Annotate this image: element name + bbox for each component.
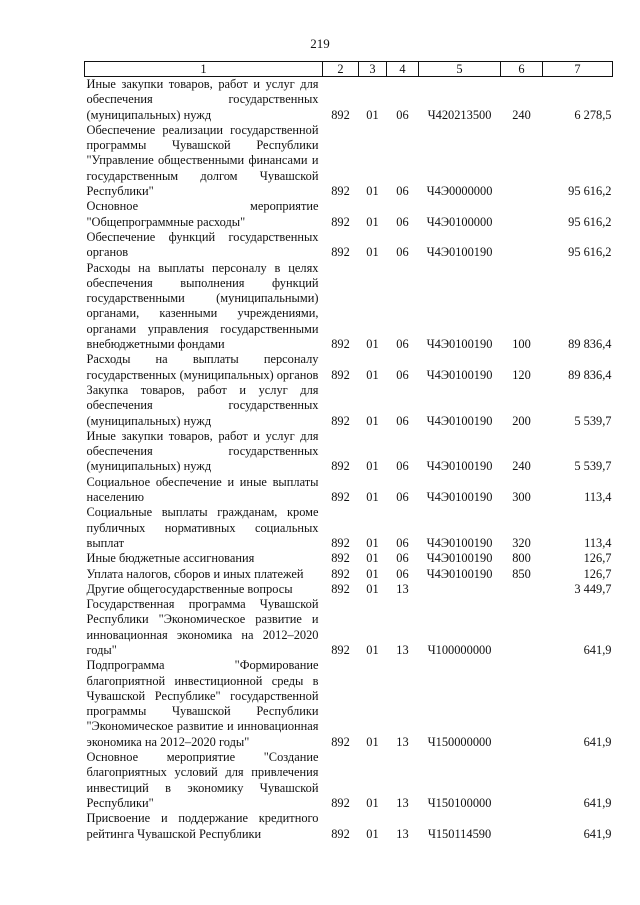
row-ministry-code: 892 [331, 734, 350, 749]
row-subsection-code: 06 [396, 367, 409, 382]
header-col-4: 4 [387, 62, 419, 77]
row-section-code: 01 [366, 734, 379, 749]
row-target-article: Ч4Э0100000 [426, 214, 493, 229]
row-subsection-code: 06 [396, 551, 409, 566]
row-target-article: Ч100000000 [427, 642, 492, 657]
row-section-code: 01 [366, 245, 379, 260]
row-ministry-code: 892 [331, 413, 350, 428]
row-expense-type: 300 [512, 490, 531, 505]
row-section-code: 01 [366, 826, 379, 841]
row-ministry-code: 892 [331, 184, 350, 199]
table-row [85, 352, 613, 383]
table-header [85, 62, 613, 77]
row-section-code: 01 [366, 413, 379, 428]
row-description: Иные бюджетные ассигнования [86, 551, 255, 566]
row-subsection-code: 13 [396, 795, 409, 810]
table-row [85, 582, 613, 597]
header-col-2: 2 [323, 62, 359, 77]
row-description: Другие общегосударственные вопросы [86, 581, 293, 596]
row-section-code: 01 [366, 367, 379, 382]
row-description: Государственная программа Чувашской Республики "Экономическое развитие и инновационная экономика на 2012–2020 годы" [86, 597, 319, 657]
row-amount: 126,7 [583, 551, 612, 566]
row-target-article: Ч4Э0100190 [426, 245, 493, 260]
row-target-article: Ч4Э0100190 [426, 459, 493, 474]
row-target-article: Ч4Э0100190 [426, 337, 493, 352]
row-section-code: 01 [366, 107, 379, 122]
row-subsection-code: 06 [396, 459, 409, 474]
row-description: Обеспечение функций государственных органов [86, 229, 319, 260]
row-subsection-code: 13 [396, 642, 409, 657]
row-description: Основное мероприятие "Общепрограммные расходы" [86, 199, 319, 229]
row-amount: 641,9 [583, 734, 612, 749]
header-col-5: 5 [419, 62, 501, 77]
row-ministry-code: 892 [331, 551, 350, 566]
header-col-3: 3 [359, 62, 387, 77]
row-target-article: Ч150000000 [427, 734, 492, 749]
row-expense-type [501, 597, 543, 658]
row-description: Обеспечение реализации государственной программы Чувашской Республики "Управление общественными финансами и государственным долгом Чувашской Республики" [86, 122, 319, 199]
row-description: Социальные выплаты гражданам, кроме публичных нормативных социальных выплат [86, 505, 319, 550]
table-row [85, 597, 613, 658]
row-ministry-code: 892 [331, 214, 350, 229]
row-subsection-code: 06 [396, 107, 409, 122]
row-description: Иные закупки товаров, работ и услуг для обеспечения государственных (муниципальных) нужд [86, 77, 319, 122]
row-target-article: Ч4Э0100190 [426, 413, 493, 428]
header-row [85, 62, 613, 77]
header-col-1: 1 [85, 62, 323, 77]
row-subsection-code: 06 [396, 490, 409, 505]
row-target-article [419, 582, 501, 597]
row-section-code: 01 [366, 795, 379, 810]
row-section-code: 01 [366, 551, 379, 566]
row-description: Расходы на выплаты персоналу в целях обеспечения выполнения функций государственными (муниципальными) органами, казенными учреждениями, органами управления государственными внебюджетными фондами [86, 260, 319, 352]
row-subsection-code: 06 [396, 566, 409, 581]
table-row [85, 199, 613, 230]
row-expense-type: 240 [512, 107, 531, 122]
table-row [85, 429, 613, 475]
row-target-article: Ч4Э0100190 [426, 551, 493, 566]
row-ministry-code: 892 [331, 367, 350, 382]
row-target-article: Ч4Э0000000 [426, 184, 493, 199]
row-description: Уплата налогов, сборов и иных платежей [86, 566, 304, 581]
row-ministry-code: 892 [331, 581, 350, 596]
row-amount: 95 616,2 [568, 245, 612, 260]
table-row [85, 658, 613, 750]
row-section-code: 01 [366, 642, 379, 657]
row-section-code: 01 [366, 566, 379, 581]
row-expense-type: 800 [512, 551, 531, 566]
row-section-code: 01 [366, 214, 379, 229]
row-amount: 95 616,2 [568, 214, 612, 229]
row-subsection-code: 06 [396, 214, 409, 229]
row-expense-type: 200 [512, 413, 531, 428]
table-row [85, 383, 613, 429]
row-amount: 641,9 [583, 642, 612, 657]
row-description: Подпрограмма "Формирование благоприятной инвестиционной среды в Чувашской Республике" государственной программы Чувашской Республики "Экономическое развитие и инновационная экономика на 2012–2020 годы" [86, 658, 319, 749]
row-subsection-code: 06 [396, 184, 409, 199]
row-section-code: 01 [366, 337, 379, 352]
row-section-code: 01 [366, 184, 379, 199]
header-col-6: 6 [501, 62, 543, 77]
row-expense-type [501, 230, 543, 261]
row-target-article: Ч150100000 [427, 795, 492, 810]
row-amount: 3 449,7 [574, 581, 612, 596]
row-subsection-code: 06 [396, 413, 409, 428]
row-amount: 126,7 [583, 566, 612, 581]
row-description: Присвоение и поддержание кредитного рейтинга Чувашской Республики [86, 811, 319, 841]
row-expense-type [501, 199, 543, 230]
row-subsection-code: 06 [396, 535, 409, 550]
row-target-article: Ч4Э0100190 [426, 566, 493, 581]
row-section-code: 01 [366, 490, 379, 505]
row-amount: 641,9 [583, 795, 612, 810]
table-row [85, 77, 613, 123]
page-number: 219 [310, 36, 330, 51]
row-subsection-code: 06 [396, 245, 409, 260]
table-row [85, 123, 613, 199]
row-amount: 95 616,2 [568, 184, 612, 199]
row-section-code: 01 [366, 535, 379, 550]
table-row [85, 505, 613, 551]
row-subsection-code: 13 [396, 826, 409, 841]
row-ministry-code: 892 [331, 642, 350, 657]
row-ministry-code: 892 [331, 459, 350, 474]
row-subsection-code: 13 [396, 734, 409, 749]
row-expense-type [501, 658, 543, 750]
table-row [85, 261, 613, 353]
row-expense-type: 100 [512, 337, 531, 352]
row-subsection-code: 13 [396, 581, 409, 596]
row-section-code: 01 [366, 581, 379, 596]
row-amount: 5 539,7 [574, 459, 612, 474]
row-description: Закупка товаров, работ и услуг для обеспечения государственных (муниципальных) нужд [86, 382, 319, 428]
row-expense-type [501, 123, 543, 199]
row-target-article: Ч4Э0100190 [426, 535, 493, 550]
row-ministry-code: 892 [331, 535, 350, 550]
row-amount: 6 278,5 [574, 107, 612, 122]
table-body [85, 77, 613, 842]
row-description: Основное мероприятие "Создание благоприятных условий для привлечения инвестиций в экономику Чувашской Республики" [86, 750, 319, 810]
row-ministry-code: 892 [331, 245, 350, 260]
row-section-code: 01 [366, 459, 379, 474]
row-description: Расходы на выплаты персоналу государственных (муниципальных) органов [86, 352, 319, 382]
row-ministry-code: 892 [331, 795, 350, 810]
row-expense-type: 240 [512, 459, 531, 474]
row-expense-type: 320 [512, 535, 531, 550]
row-target-article: Ч150114590 [427, 826, 492, 841]
row-description: Социальное обеспечение и иные выплаты населению [86, 474, 319, 505]
row-amount: 89 836,4 [568, 367, 612, 382]
row-amount: 113,4 [584, 490, 612, 505]
row-expense-type: 850 [512, 566, 531, 581]
row-amount: 113,4 [584, 535, 612, 550]
budget-table [84, 61, 613, 842]
row-ministry-code: 892 [331, 337, 350, 352]
table-row [85, 230, 613, 261]
row-target-article: Ч4Э0100190 [426, 490, 493, 505]
row-ministry-code: 892 [331, 490, 350, 505]
table-row [85, 750, 613, 811]
table-row [85, 551, 613, 566]
row-ministry-code: 892 [331, 107, 350, 122]
row-subsection-code: 06 [396, 337, 409, 352]
row-amount: 5 539,7 [574, 413, 612, 428]
row-expense-type [501, 811, 543, 842]
row-expense-type [501, 750, 543, 811]
header-col-7: 7 [543, 62, 613, 77]
table-row [85, 475, 613, 506]
row-expense-type: 120 [512, 367, 531, 382]
row-expense-type [501, 582, 543, 597]
row-ministry-code: 892 [331, 826, 350, 841]
table-row [85, 567, 613, 582]
row-amount: 89 836,4 [568, 337, 612, 352]
row-target-article: Ч420213500 [427, 107, 492, 122]
table-row [85, 811, 613, 842]
row-description: Иные закупки товаров, работ и услуг для обеспечения государственных (муниципальных) нужд [86, 428, 319, 474]
row-ministry-code: 892 [331, 566, 350, 581]
row-amount: 641,9 [583, 826, 612, 841]
row-target-article: Ч4Э0100190 [426, 367, 493, 382]
